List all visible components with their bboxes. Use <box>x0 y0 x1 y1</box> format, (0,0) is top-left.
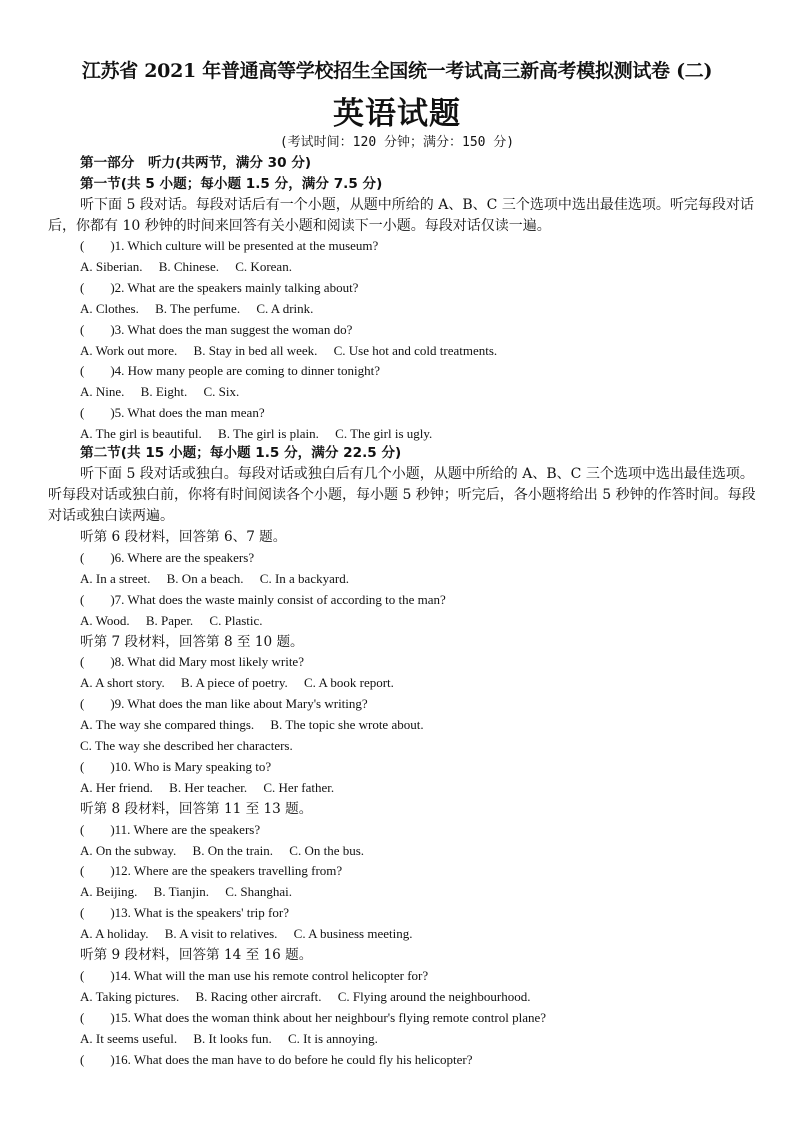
answer-options: A. The way she compared things. B. The topic she wrote about. <box>80 717 424 733</box>
answer-options: A. A holiday. B. A visit to relatives. C. A business meeting. <box>80 926 413 942</box>
material-instruction: 听第 9 段材料，回答第 14 至 16 题。 <box>80 947 313 963</box>
question-text: ( )4. How many people are coming to dinner tonight? <box>80 363 381 379</box>
question-text: ( )9. What does the man like about Mary's writing? <box>80 696 368 712</box>
section1-title: 第一节(共 5 小题；每小题 1.5 分，满分 7.5 分) <box>80 176 383 192</box>
answer-options: A. The girl is beautiful. B. The girl is plain. C. The girl is ugly. <box>80 426 433 442</box>
answer-options: A. A short story. B. A piece of poetry. C. A book report. <box>80 675 394 691</box>
answer-options: A. Wood. B. Paper. C. Plastic. <box>80 612 263 628</box>
question-text: ( )5. What does the man mean? <box>80 405 265 421</box>
answer-options: A. Taking pictures. B. Racing other aircraft. C. Flying around the neighbourhood. <box>80 988 531 1004</box>
answer-options: A. Siberian. B. Chinese. C. Korean. <box>80 258 292 274</box>
material-instruction: 听第 7 段材料，回答第 8 至 10 题。 <box>80 633 304 650</box>
answer-options: A. Nine. B. Eight. C. Six. <box>80 384 240 400</box>
part1-title: 第一部分 听力(共两节，满分 30 分) <box>80 155 312 171</box>
section2-instruction: 听下面 5 段对话或独白。每段对话或独白后有几个小题，从题中所给的 A、B、C 三个选项中选出最佳选项。听每段对话或独白前，你将有时间阅读各个小题，每小题 5 秒钟；听完后，各小题将给出 5 秒钟的作答时间。每段对话或独白读两遍。 <box>48 466 756 524</box>
answer-options: C. The way she described her characters. <box>80 738 293 753</box>
section2-title: 第二节(共 15 小题；每小题 1.5 分，满分 22.5 分) <box>80 445 402 461</box>
question-text: ( )3. What does the man suggest the woman do? <box>80 321 353 337</box>
section1-instruction: 听下面 5 段对话。每段对话后有一个小题，从题中所给的 A、B、C 三个选项中选出最佳选项。听完每段对话后，你都有 10 秒钟的时间来回答有关小题和阅读下一小题。每段对话仅读一遍。 <box>48 197 754 234</box>
answer-options: A. Work out more. B. Stay in bed all week. C. Use hot and cold treatments. <box>80 342 498 358</box>
exam-header: 江苏省 2021 年普通高等学校招生全国统一考试高三新高考模拟测试卷 (二) <box>81 60 713 82</box>
answer-options: A. On the subway. B. On the train. C. On the bus. <box>80 842 365 858</box>
exam-meta: (考试时间：120 分钟；满分：150 分) <box>279 135 515 150</box>
question-text: ( )10. Who is Mary speaking to? <box>80 758 272 774</box>
answer-options: A. It seems useful. B. It looks fun. C. It is annoying. <box>80 1030 378 1046</box>
material-instruction: 听第 8 段材料，回答第 11 至 13 题。 <box>80 800 313 817</box>
question-text: ( )8. What did Mary most likely write? <box>80 654 304 670</box>
answer-options: A. In a street. B. On a beach. C. In a backyard. <box>80 570 349 586</box>
question-text: ( )14. What will the man use his remote control helicopter for? <box>80 967 429 983</box>
question-text: ( )15. What does the woman think about her neighbour's flying remote control plane? <box>80 1009 547 1025</box>
material-instruction: 听第 6 段材料，回答第 6、7 题。 <box>80 529 287 545</box>
question-text: ( )1. Which culture will be presented at the museum? <box>80 238 379 253</box>
question-text: ( )11. Where are the speakers? <box>80 821 261 837</box>
answer-options: A. Beijing. B. Tianjin. C. Shanghai. <box>80 884 292 900</box>
question-text: ( )13. What is the speakers' trip for? <box>80 905 289 921</box>
question-text: ( )6. Where are the speakers? <box>80 549 255 565</box>
question-text: ( )7. What does the waste mainly consist of according to the man? <box>80 591 446 607</box>
answer-options: A. Her friend. B. Her teacher. C. Her father. <box>80 779 335 795</box>
answer-options: A. Clothes. B. The perfume. C. A drink. <box>80 300 314 316</box>
question-text: ( )12. Where are the speakers travelling from? <box>80 863 343 879</box>
question-text: ( )16. What does the man have to do before he could fly his helicopter? <box>80 1051 473 1067</box>
question-text: ( )2. What are the speakers mainly talking about? <box>80 279 359 295</box>
exam-title: 英语试题 <box>333 96 461 132</box>
